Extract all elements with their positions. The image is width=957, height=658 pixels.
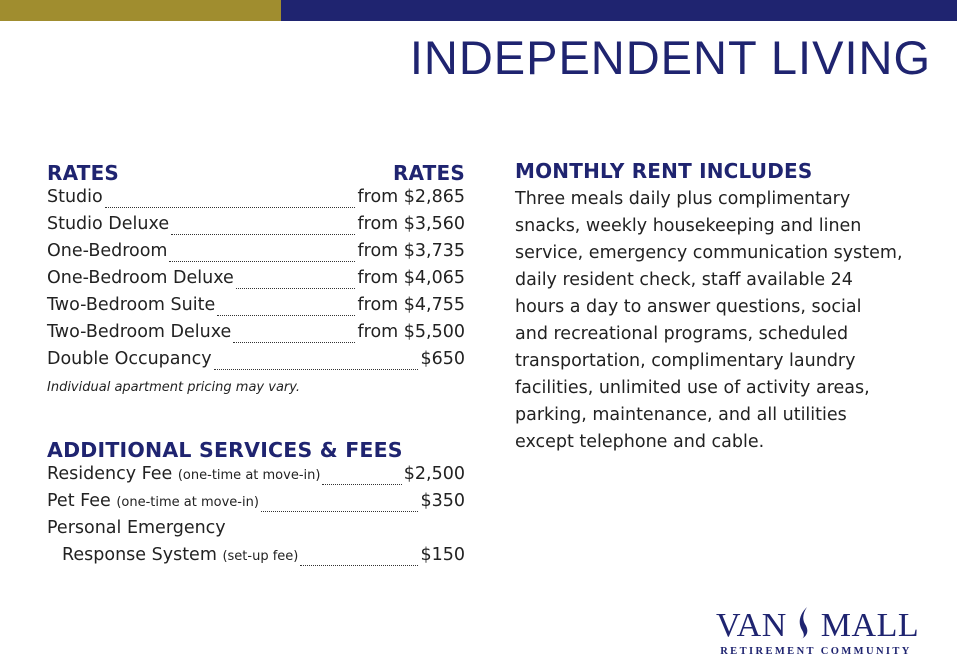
rate-price: from $3,560 — [357, 214, 465, 234]
rate-row — [47, 187, 465, 214]
fee-row — [47, 464, 465, 491]
fee-label — [47, 491, 259, 511]
rates-heading-right: RATES — [392, 161, 465, 185]
logo-wordmark — [716, 606, 920, 644]
logo — [716, 606, 920, 657]
leader-dots — [217, 315, 355, 316]
fee-price: $2,500 — [403, 464, 465, 484]
flame-swoosh-icon — [796, 606, 812, 640]
top-bar-olive — [0, 0, 281, 21]
fee-price: $350 — [420, 491, 465, 511]
rate-label: One-Bedroom — [47, 241, 168, 261]
fee-price: $150 — [420, 545, 465, 565]
rate-price: from $3,735 — [357, 241, 465, 261]
fee-row-label-line — [47, 518, 465, 545]
logo-word-right: MALL — [820, 607, 920, 644]
logo-word-left: VAN — [716, 607, 787, 644]
monthly-section — [515, 158, 925, 456]
rate-row — [47, 349, 465, 376]
rate-label: Studio Deluxe — [47, 214, 170, 234]
leader-dots — [236, 288, 356, 289]
leader-dots — [233, 342, 355, 343]
rate-row — [47, 322, 465, 349]
fee-subnote: (one-time at move-in) — [177, 468, 321, 483]
rate-row — [47, 295, 465, 322]
fee-name: Personal Emergency — [47, 518, 226, 538]
rate-price: from $5,500 — [357, 322, 465, 342]
rate-row — [47, 214, 465, 241]
rate-row — [47, 268, 465, 295]
fee-subnote: (one-time at move-in) — [116, 495, 259, 510]
leader-dots — [322, 484, 401, 485]
leader-dots — [171, 234, 355, 235]
leader-dots — [261, 511, 419, 512]
fee-label — [62, 545, 298, 565]
rates-section — [47, 158, 465, 395]
leader-dots — [214, 369, 419, 370]
rate-price: $650 — [420, 349, 465, 369]
rates-heading-left: RATES — [47, 161, 120, 185]
fee-label — [47, 464, 320, 484]
fee-name-continued: Response System — [62, 545, 217, 565]
rate-price: from $2,865 — [357, 187, 465, 207]
rate-price: from $4,065 — [357, 268, 465, 288]
top-bar-navy — [281, 0, 957, 21]
fee-name: Pet Fee — [47, 491, 111, 511]
rate-label: Two-Bedroom Suite — [47, 295, 216, 315]
rate-price: from $4,755 — [357, 295, 465, 315]
rates-heading-row — [47, 158, 465, 185]
fee-row — [47, 491, 465, 518]
fee-subnote: (set-up fee) — [222, 549, 299, 564]
monthly-description: Three meals daily plus complimentary snacks, weekly housekeeping and linen service, emergency communication system, daily resident check, staff available 24 hours a day to answer questions, social and recreational programs, scheduled transportation, complimentary laundry facilities, unlimited use of activity areas, parking, maintenance, and all utilities except telephone and cable. — [515, 189, 903, 452]
leader-dots — [169, 261, 355, 262]
fee-row — [47, 545, 465, 572]
services-section — [47, 436, 465, 572]
pricing-note: Individual apartment pricing may vary. — [47, 380, 301, 395]
rate-label: Two-Bedroom Deluxe — [47, 322, 232, 342]
leader-dots — [105, 207, 356, 208]
monthly-heading: MONTHLY RENT INCLUDES — [515, 159, 813, 183]
rate-row — [47, 241, 465, 268]
leader-dots — [300, 565, 418, 566]
logo-subtitle: RETIREMENT COMMUNITY — [720, 646, 912, 657]
rate-label: Double Occupancy — [47, 349, 212, 369]
page-title: INDEPENDENT LIVING — [409, 31, 931, 84]
rate-label: Studio — [47, 187, 103, 207]
services-heading: ADDITIONAL SERVICES & FEES — [47, 438, 403, 462]
rate-label: One-Bedroom Deluxe — [47, 268, 234, 288]
fee-name: Residency Fee — [47, 464, 173, 484]
